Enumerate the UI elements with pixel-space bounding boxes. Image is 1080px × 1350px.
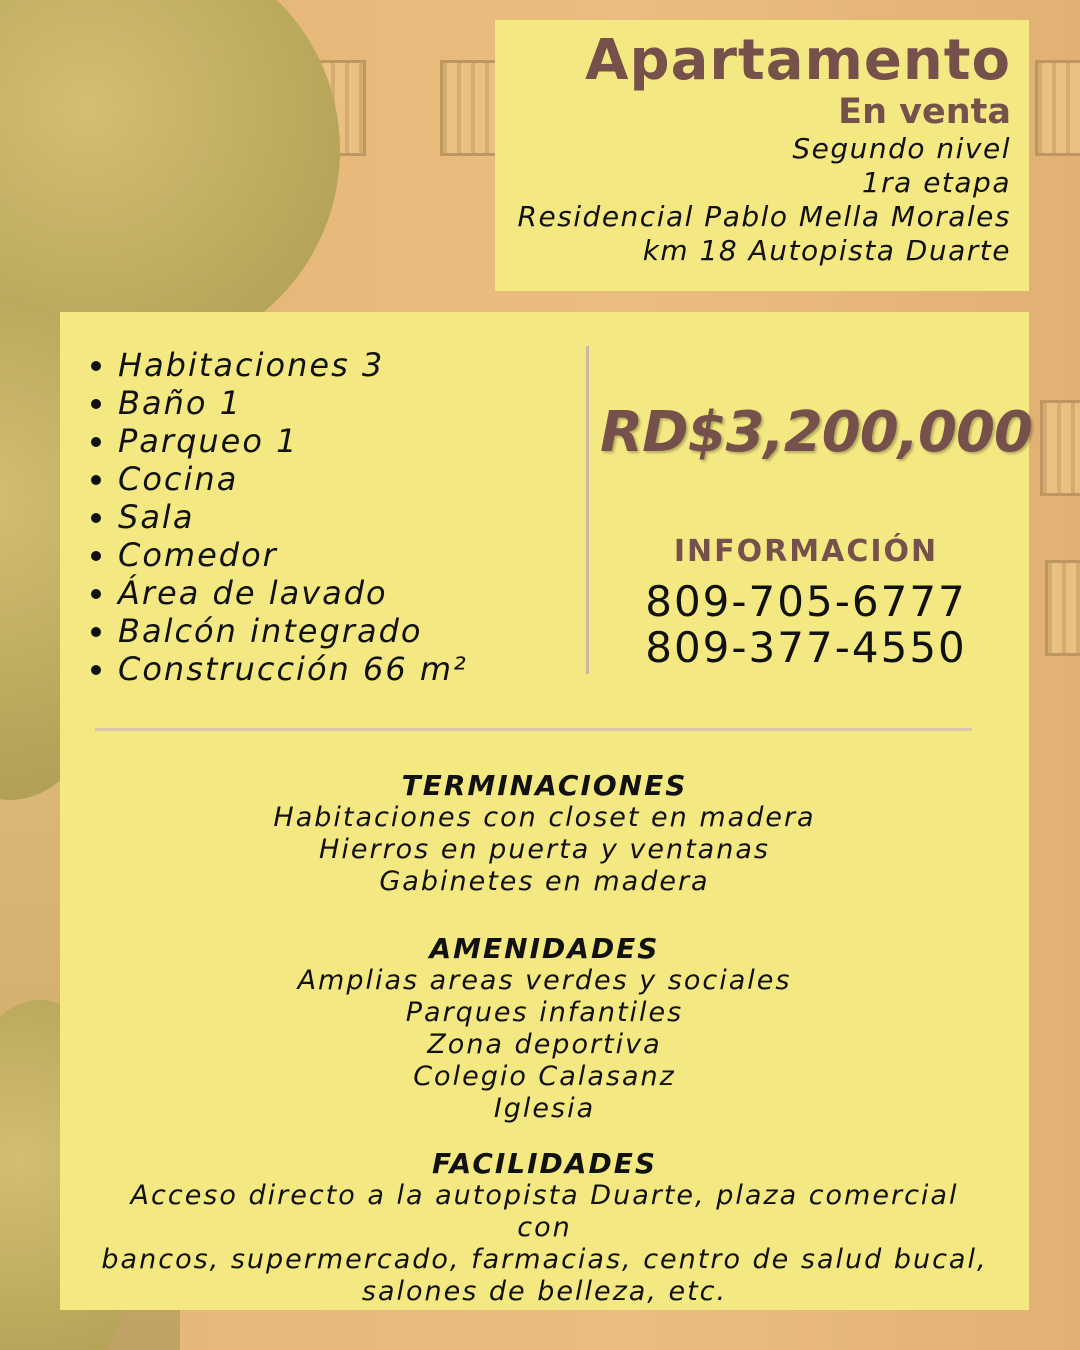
bullet-icon	[91, 551, 101, 561]
bullet-icon	[91, 437, 101, 447]
section-line: Iglesia	[493, 1093, 596, 1124]
feature-label: Área de lavado	[118, 574, 388, 612]
section-line: Amplias areas verdes y sociales	[297, 965, 792, 996]
address-line: Segundo nivel	[792, 132, 1011, 165]
features-list	[88, 346, 468, 688]
section-line: salones de belleza, etc.	[361, 1276, 728, 1307]
feature-item	[88, 460, 468, 498]
price: RD$3,200,000	[600, 400, 1032, 465]
feature-item	[88, 384, 468, 422]
section-line: Acceso directo a la autopista Duarte, plaza comercial con	[130, 1180, 959, 1243]
feature-item	[88, 650, 468, 688]
amenidades-section	[60, 933, 1029, 1125]
listing-title: Apartamento	[585, 28, 1011, 93]
horizontal-divider	[95, 728, 972, 731]
feature-label: Balcón integrado	[118, 612, 423, 650]
section-line: Hierros en puerta y ventanas	[319, 834, 770, 865]
contact-label: INFORMACIÓN	[673, 534, 939, 569]
feature-item	[88, 574, 468, 612]
bullet-icon	[91, 589, 101, 599]
section-title: TERMINACIONES	[401, 769, 688, 802]
section-title: FACILIDADES	[432, 1147, 657, 1180]
feature-label: Habitaciones 3	[118, 346, 385, 384]
details-panel	[60, 312, 1032, 1310]
bullet-icon	[91, 665, 101, 675]
feature-label: Comedor	[118, 536, 278, 574]
feature-label: Construcción 66 m²	[118, 650, 468, 688]
phone-number[interactable]: 809-705-6777	[645, 577, 967, 626]
section-title: AMENIDADES	[429, 932, 660, 965]
bullet-icon	[91, 361, 101, 371]
section-line: Zona deportiva	[427, 1029, 662, 1060]
header-panel	[495, 20, 1029, 291]
address-line: 1ra etapa	[861, 166, 1011, 199]
feature-item	[88, 536, 468, 574]
terminaciones-section	[60, 770, 1029, 898]
feature-label: Parqueo 1	[118, 422, 299, 460]
bullet-icon	[91, 513, 101, 523]
bullet-icon	[91, 627, 101, 637]
section-line: Habitaciones con closet en madera	[273, 802, 816, 833]
feature-item	[88, 612, 468, 650]
feature-label: Sala	[118, 498, 195, 536]
feature-label: Baño 1	[118, 384, 242, 422]
address-line: km 18 Autopista Duarte	[642, 234, 1011, 267]
section-line: Parques infantiles	[405, 997, 684, 1028]
feature-item	[88, 422, 468, 460]
feature-label: Cocina	[118, 460, 239, 498]
feature-item	[88, 498, 468, 536]
listing-subtitle: En venta	[838, 92, 1011, 132]
feature-item	[88, 346, 468, 384]
address-line: Residencial Pablo Mella Morales	[517, 200, 1011, 233]
section-line: Gabinetes en madera	[379, 866, 710, 897]
phone-number[interactable]: 809-377-4550	[645, 623, 967, 672]
section-line: Colegio Calasanz	[413, 1061, 676, 1092]
section-line: bancos, supermercado, farmacias, centro de salud bucal,	[101, 1244, 988, 1275]
facilidades-section	[60, 1148, 1029, 1308]
bullet-icon	[91, 399, 101, 409]
vertical-divider	[586, 346, 589, 674]
bullet-icon	[91, 475, 101, 485]
